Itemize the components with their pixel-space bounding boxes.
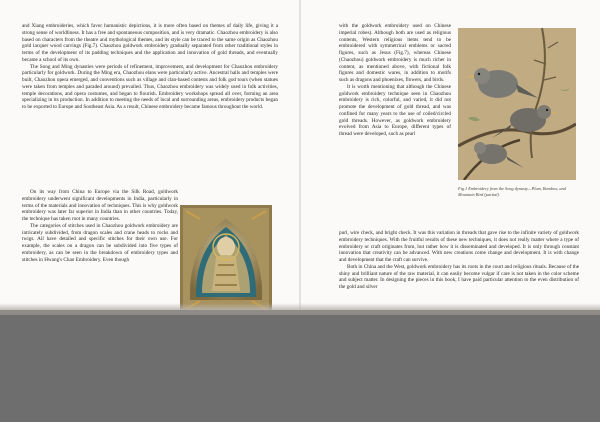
figure-caption: Fig.1 Embroidery from the Song dynasty—Plum, Bamboo, and Mountain Bird (partial). [458, 186, 566, 197]
paragraph: and Xiang embroideries, which favor humanistic depictions, it is more often based on themes of daily life, giving it a strong sense of worldliness. It has a free and spontaneous composition, and is very dramatic. Chaozhou embroidery is also based on characters from the theatre and mythological themes, and its style can be traced to the same origin as Chaozhou gold lacquer wood carvings (Fig.7). Chaozhou goldwork embroidery gradually separated from other traditional styles in terms of the development of its padding techniques and the application and innovation of gold threads, and eventually became a school of its own. [22, 23, 278, 63]
paragraph: with the goldwork embroidery used on Chinese imperial robes). Although both are used as religious contents, Western religious items tend to be embroidered with symmetrical emblems or sacred figures, such as Jesus (Fig.7), whereas Chinese (Chaozhou) goldwork embroidery is much richer in content, as mentioned above, with fictional folk figures and domestic wares, in addition to motifs such as dragons and phoenixes, flowers, and birds. [339, 23, 451, 83]
left-page-text-top [22, 23, 278, 111]
obscured-band [0, 315, 600, 422]
figure-goldwork-relief [180, 205, 272, 315]
left-page-text-bottom [22, 189, 178, 263]
paragraph: purl, wire check, and bright check. It was this variation in threads that gave rise to the infinite variety of goldwork embroidery techniques. With the fruitful results of these new techniques, it does not really matter where a type of embroidery or craft originates from, but rather how it is disseminated and developed. It is only through constant innovation that creativity can be advanced. With new creations come change and development. It is with change and development that the craft can survive. [339, 230, 579, 263]
paragraph: It is worth mentioning that although the Chinese goldwork embroidery technique seen in Chaozhou embroidery is rich, colorful, and varied, it did not promote the development of gold thread, and was confined for many years to the use of coiled/circled gold threads. However, as goldwork embroidery evolved from Asia to Europe, different types of thread were developed, such as pearl [339, 83, 451, 137]
paragraph: Both in China and the West, goldwork embroidery has its roots in the court and religious rituals. Because of the shiny and brilliant nature of the raw material, it can easily become vulgar if care is not taken in the color scheme and subject matter. In designing the pieces in this book, I have paid particular attention to the even distribution of the gold and silver [339, 263, 579, 290]
figure-mountain-birds [458, 28, 576, 180]
right-page-text-bottom [339, 230, 579, 291]
paragraph: The Song and Ming dynasties were periods of refinement, improvement, and development for Chaozhou embroidery particularly for goldwork. During the Ming era, Chaozhou elans were particularly active. Ancestral halls and temples were built, Chaozhou opera emerged, and conventions such as village and clan-based contests and folk god tours (when statues were taken from temples and paraded around) prevailed. Thus, Chaozhou embroidery was widely used in folk activities, temple decorations, and opera costumes, and began to flourish. Embroidery workshops spread all over, forming an area specializing in its production. In addition to meeting the needs of local and surrounding areas, embroidery products began to be exported to Europe and Southeast Asia. As a result, Chinese embroidery became famous throughout the world. [22, 63, 278, 110]
right-page-text-main [339, 23, 451, 138]
paragraph: On its way from China to Europe via the Silk Road, goldwork embroidery underwent significant developments in India, particularly in terms of the materials and innovation of techniques. This is why goldwork embroidery was later far superior in India than in other countries. Today, the technique has taken root in many countries. [22, 189, 178, 222]
paragraph: The categories of stitches used in Chaozhou goldwork embroidery are intricately subdivided, from dragon scales and crane heads to rocks and twigs. All have detailed and specific stitches for their own use. For example, the scales on a dragon can be subdivided into five types of embroidery, as can be seen in the breakdown of embroidery types and stitches in Hwang's Chao Embroidery. Even though [22, 222, 178, 263]
